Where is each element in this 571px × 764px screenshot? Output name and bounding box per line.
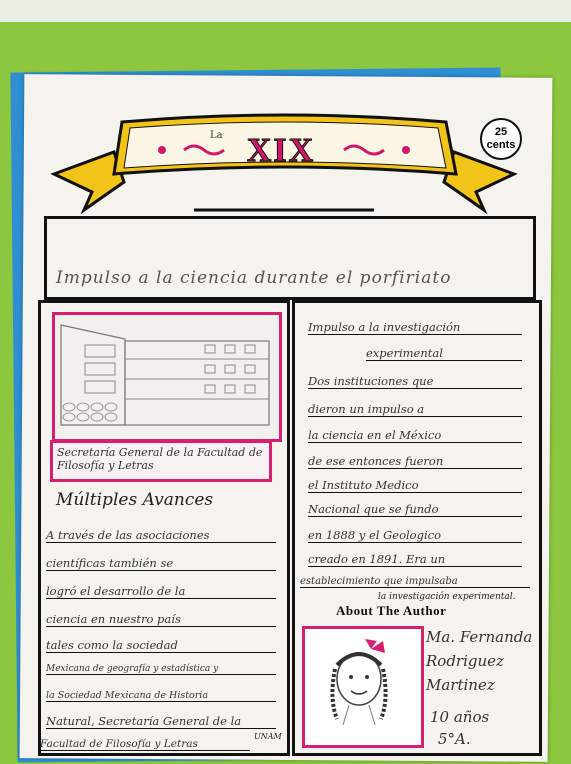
right-line-6: Nacional que se fundo bbox=[308, 502, 522, 517]
left-line-1: A través de las asociaciones bbox=[46, 528, 276, 543]
right-line-8: creado en 1891. Era un bbox=[308, 552, 522, 567]
author-name-line-3: Martinez bbox=[426, 676, 495, 694]
right-line-2: dieron un impulso a bbox=[308, 402, 522, 417]
price-unit: cents bbox=[486, 139, 516, 151]
dot-left bbox=[158, 146, 166, 154]
author-portrait bbox=[302, 626, 424, 748]
left-line-7: la Sociedad Mexicana de Historia bbox=[46, 690, 276, 702]
author-grade: 5°A. bbox=[438, 730, 471, 748]
left-line-9: Facultad de Filosofía y Letras bbox=[40, 738, 250, 751]
right-line-10: la investigación experimental. bbox=[378, 592, 516, 602]
left-line-5: tales como la sociedad bbox=[46, 638, 276, 653]
right-line-7: en 1888 y el Geologico bbox=[308, 528, 522, 543]
right-line-3: la ciencia en el México bbox=[308, 428, 522, 443]
left-line-4: ciencia en nuestro país bbox=[46, 612, 276, 627]
top-edge-strip bbox=[0, 0, 571, 22]
author-name-line-2: Rodriguez bbox=[426, 652, 504, 670]
left-footnote: UNAM bbox=[254, 732, 282, 741]
left-line-8: Natural, Secretaría General de la bbox=[46, 714, 276, 729]
right-line-9: establecimiento que impulsaba bbox=[300, 576, 530, 588]
banner-title: XIX bbox=[246, 132, 316, 169]
left-line-6: Mexicana de geografía y estadística y bbox=[46, 664, 276, 675]
about-author-heading: About The Author bbox=[336, 603, 447, 618]
left-subtitle: Múltiples Avances bbox=[56, 490, 214, 510]
dot-right bbox=[402, 146, 410, 154]
price-amount: 25 bbox=[494, 126, 508, 138]
banner-small-text: La bbox=[210, 130, 223, 141]
author-drawing bbox=[305, 629, 415, 739]
price-badge bbox=[480, 118, 522, 160]
author-age: 10 años bbox=[430, 708, 490, 726]
right-line-4: de ese entonces fueron bbox=[308, 454, 522, 469]
right-title-line-2: experimental bbox=[366, 346, 522, 361]
right-line-5: el Instituto Medico bbox=[308, 478, 522, 493]
author-name-line-1: Ma. Fernanda bbox=[426, 628, 533, 646]
ribbon-left-tail bbox=[54, 152, 124, 210]
headline: Impulso a la ciencia durante el porfiriato bbox=[56, 268, 452, 288]
photo-caption: Secretaría General de la Facultad de Filosofía y Letras bbox=[50, 440, 272, 482]
left-line-2: científicas también se bbox=[46, 556, 276, 571]
right-title-line-1: Impulso a la investigación bbox=[308, 320, 522, 335]
right-line-1: Dos instituciones que bbox=[308, 374, 522, 389]
left-line-3: logró el desarrollo de la bbox=[46, 584, 276, 599]
building-photo bbox=[52, 312, 282, 442]
building-sketch-drawing bbox=[55, 315, 273, 433]
